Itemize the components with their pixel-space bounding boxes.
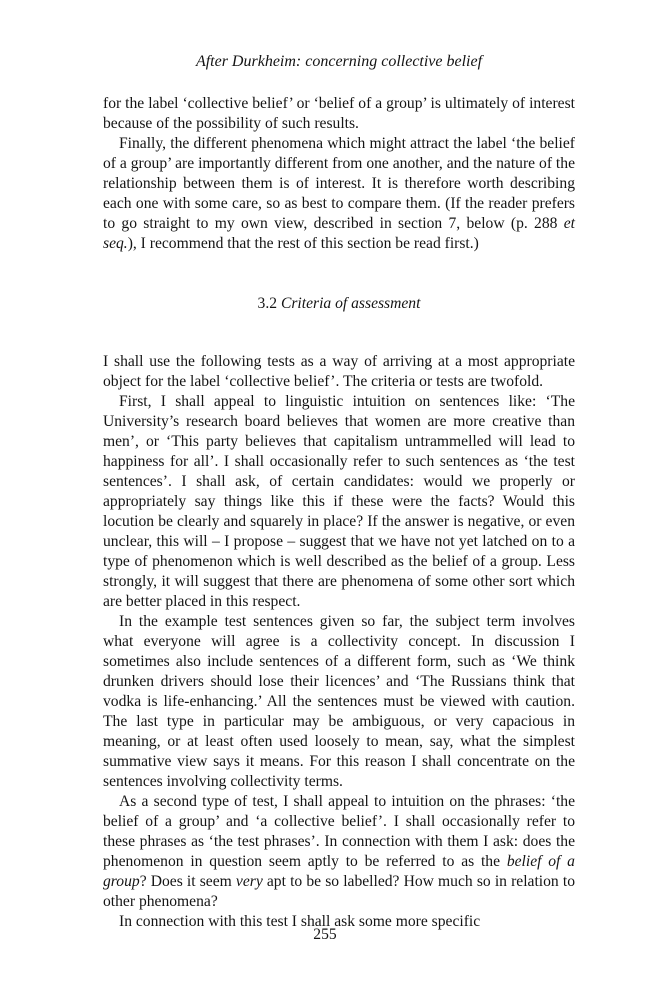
paragraph-text: apt to be so labelled? How much so in relation to other phenomena? xyxy=(103,873,575,910)
paragraph-connection: In connection with this test I shall ask some more specific xyxy=(119,913,481,930)
running-head: After Durkheim: concerning collective belief xyxy=(195,53,483,70)
paragraph-italic: belief of a group xyxy=(103,853,575,890)
paragraph-second-test xyxy=(103,792,575,912)
paragraph-italic: very xyxy=(235,873,263,890)
paragraph-example-sentences: In the example test sentences given so far, the subject term involves what everyone will agree is a collectivity concept. In discussion I sometimes also include sentences of a different form, such as ‘We think drunken drivers should lose their licences’ and ‘The Russians think that vodka is life-enhancing.’ All the sentences must be viewed with caution. The last type in particular may be ambiguous, or very capacious in meaning, or at least often used loosely to mean, say, what the simplest summative view says it means. For this reason I shall concentrate on the sentences involving collectivity terms. xyxy=(103,613,575,790)
section-title: Criteria of assessment xyxy=(280,295,421,312)
paragraph-text: Finally, the different phenomena which might attract the label ‘the belief of a group’ are importantly different from one another, and the nature of the relationship between them is of interest. It is therefore worth describing each one with some care, so as best to compare them. (If the reader prefers to go straight to my own view, described in section 7, below (p. 288 xyxy=(103,135,575,232)
page-number: 255 xyxy=(313,926,337,943)
paragraph-text: ), I recommend that the rest of this section be read first.) xyxy=(127,235,479,252)
paragraph-criteria: I shall use the following tests as a way of arriving at a most appropriate object for the label ‘collective belief’. The criteria or tests are twofold. xyxy=(103,353,575,390)
section-number: 3.2 xyxy=(257,295,278,312)
paragraph-text: As a second type of test, I shall appeal to intuition on the phrases: ‘the belief of a group’ and ‘a collective belief’. I shall occasionally refer to these phrases as ‘the test phrases’. In connection with them I ask: does the phenomenon in question seem aptly to be referred to as the xyxy=(103,793,575,870)
paragraph-first-test: First, I shall appeal to linguistic intuition on sentences like: ‘The University’s research board believes that women are more creative than men’, or ‘This party believes that capitalism untrammelled will lead to happiness for all’. I shall occasionally refer to such sentences as ‘the test sentences’. I shall ask, of certain candidates: would we properly or appropriately say things like this if these were the facts? Would this locution be clearly and squarely in place? If the answer is negative, or even unclear, this will – I propose – suggest that we have not yet latched on to a type of phenomenon which is well described as the belief of a group. Less strongly, it will suggest that there are phenomena of some other sort which are better placed in this respect. xyxy=(103,393,575,610)
paragraph-text: ? Does it seem xyxy=(139,873,236,890)
paragraph-finally xyxy=(103,134,575,254)
page-body xyxy=(103,52,575,932)
paragraph-continuation: for the label ‘collective belief’ or ‘belief of a group’ is ultimately of interest because of the possibility of such results. xyxy=(103,95,575,132)
paragraph-italic: et seq. xyxy=(103,215,575,252)
section-heading xyxy=(103,294,575,314)
